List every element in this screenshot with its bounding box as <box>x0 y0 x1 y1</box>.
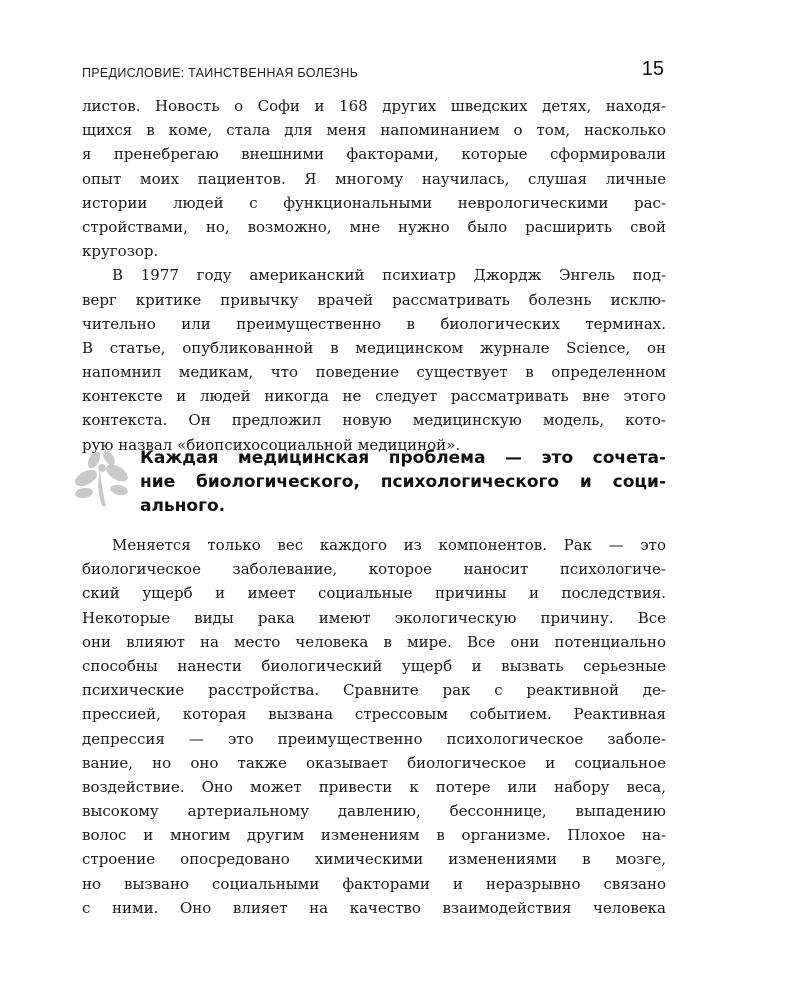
text-line: биологическое заболевание, которое наносит психологиче- <box>82 560 666 579</box>
text-line: психические расстройства. Сравните рак с реактивной де- <box>82 681 666 700</box>
text-line: рую назвал «биопсихосоциальной медициной». <box>82 435 461 454</box>
text-block-bottom <box>82 533 666 920</box>
text-line: стройствами, но, возможно, мне нужно было расширить свой <box>82 217 666 236</box>
text-line: вание, но оно также оказывает биологическое и социальное <box>82 753 666 772</box>
text-line: В 1977 году американский психиатр Джордж Энгель под- <box>112 266 666 285</box>
text-line: воздействие. Оно может привести к потере или набору веса, <box>82 777 666 796</box>
text-line: истории людей с функциональными неврологическими рас- <box>82 193 666 212</box>
text-line: опыт моих пациентов. Я многому научилась, слушая личные <box>82 169 666 188</box>
text-line: верг критике привычку врачей рассматривать болезнь исклю- <box>82 290 666 309</box>
leaf-ornament-icon <box>72 448 132 508</box>
text-line: контекста. Он предложил новую медицинскую модель, кото- <box>82 411 666 430</box>
running-title: ПРЕДИСЛОВИЕ: ТАИНСТВЕННАЯ БОЛЕЗНЬ <box>82 66 359 80</box>
text-line: контексте и людей никогда не следует рассматривать вне этого <box>82 387 666 406</box>
text-line: В статье, опубликованной в медицинском журнале Science, он <box>82 338 666 357</box>
text-line: высокому артериальному давлению, бессоннице, выпадению <box>82 802 666 821</box>
text-line: они влияют на место человека в мире. Все они потенциально <box>82 632 666 651</box>
page-number: 15 <box>641 58 664 80</box>
text-line: кругозор. <box>82 242 159 261</box>
pull-quote-line: ние биологического, психологического и соци- <box>140 472 666 492</box>
text-line: ский ущерб и имеет социальные причины и последствия. <box>82 584 666 603</box>
text-line: с ними. Оно влияет на качество взаимодействия человека <box>82 898 666 917</box>
text-line: но вызвано социальными факторами и неразрывно связано <box>82 874 666 893</box>
text-line: волос и многим другим изменениям в организме. Плохое на- <box>82 826 666 845</box>
text-line: Меняется только вес каждого из компонентов. Рак — это <box>112 536 666 554</box>
text-line: строение опосредовано химическими изменениями в мозге, <box>82 850 666 869</box>
text-line: чительно или преимущественно в биологических терминах. <box>82 314 666 333</box>
text-block-top <box>82 94 666 457</box>
text-line: листов. Новость о Софи и 168 других шведских детях, находя- <box>82 97 666 115</box>
text-line: прессией, которая вызвана стрессовым событием. Реактивная <box>82 705 666 724</box>
running-header <box>82 58 666 88</box>
text-line: я пренебрегаю внешними факторами, которые сформировали <box>82 145 666 164</box>
text-line: способны нанести биологический ущерб и вызвать серьезные <box>82 656 666 675</box>
pull-quote <box>140 446 666 518</box>
pull-quote-line: ального. <box>140 496 226 516</box>
text-line: щихся в коме, стала для меня напоминанием о том, насколько <box>82 121 666 140</box>
text-line: Некоторые виды рака имеют экологическую причину. Все <box>82 608 666 627</box>
text-line: напомнил медикам, что поведение существует в определенном <box>82 363 666 382</box>
text-line: депрессия — это преимущественно психологическое заболе- <box>82 729 666 748</box>
pull-quote-line: Каждая медицинская проблема — это сочета- <box>140 448 666 468</box>
